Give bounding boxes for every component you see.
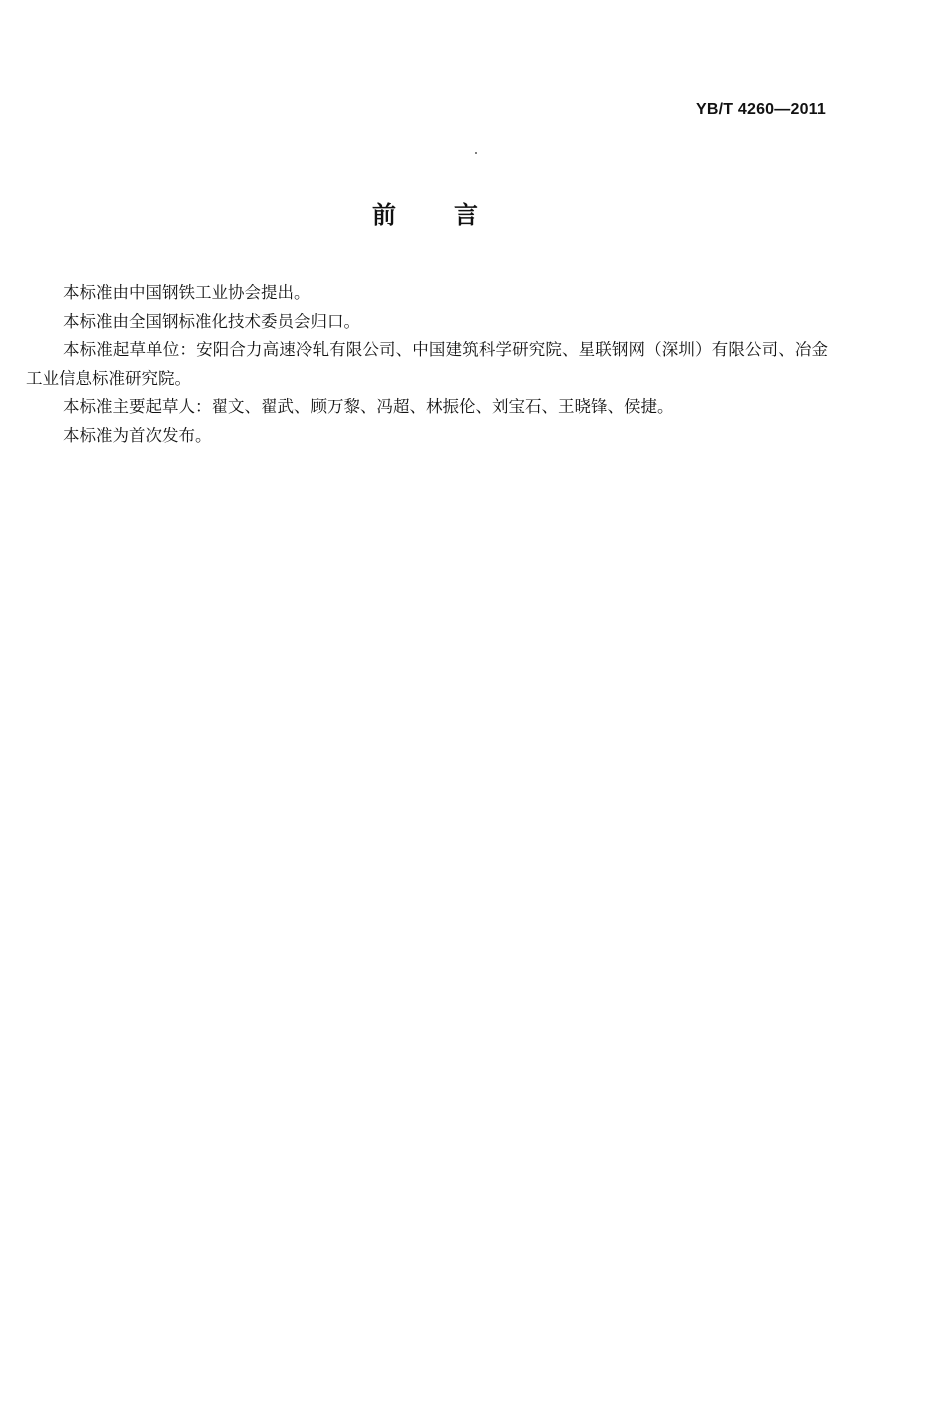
paragraph-responsible: 本标准由全国钢标准化技术委员会归口。 [63, 311, 360, 331]
paragraph-first-release: 本标准为首次发布。 [63, 425, 212, 445]
document-body [26, 279, 828, 451]
page-title [0, 195, 850, 230]
scan-speck [475, 152, 477, 154]
standard-code: YB/T 4260—2011 [696, 101, 826, 118]
paragraph-proposer: 本标准由中国钢铁工业协会提出。 [63, 283, 311, 302]
paragraph-drafting-units: 本标准起草单位：安阳合力高速冷轧有限公司、中国建筑科学研究院、星联钢网（深圳）有限公司、冶金工业信息标准研究院。 [26, 340, 828, 388]
title-char-1: 前 [372, 201, 396, 229]
title-char-2: 言 [454, 201, 478, 229]
paragraph-drafters: 本标准主要起草人：翟文、翟武、顾万黎、冯超、林振伦、刘宝石、王晓锋、侯捷。 [63, 397, 674, 417]
